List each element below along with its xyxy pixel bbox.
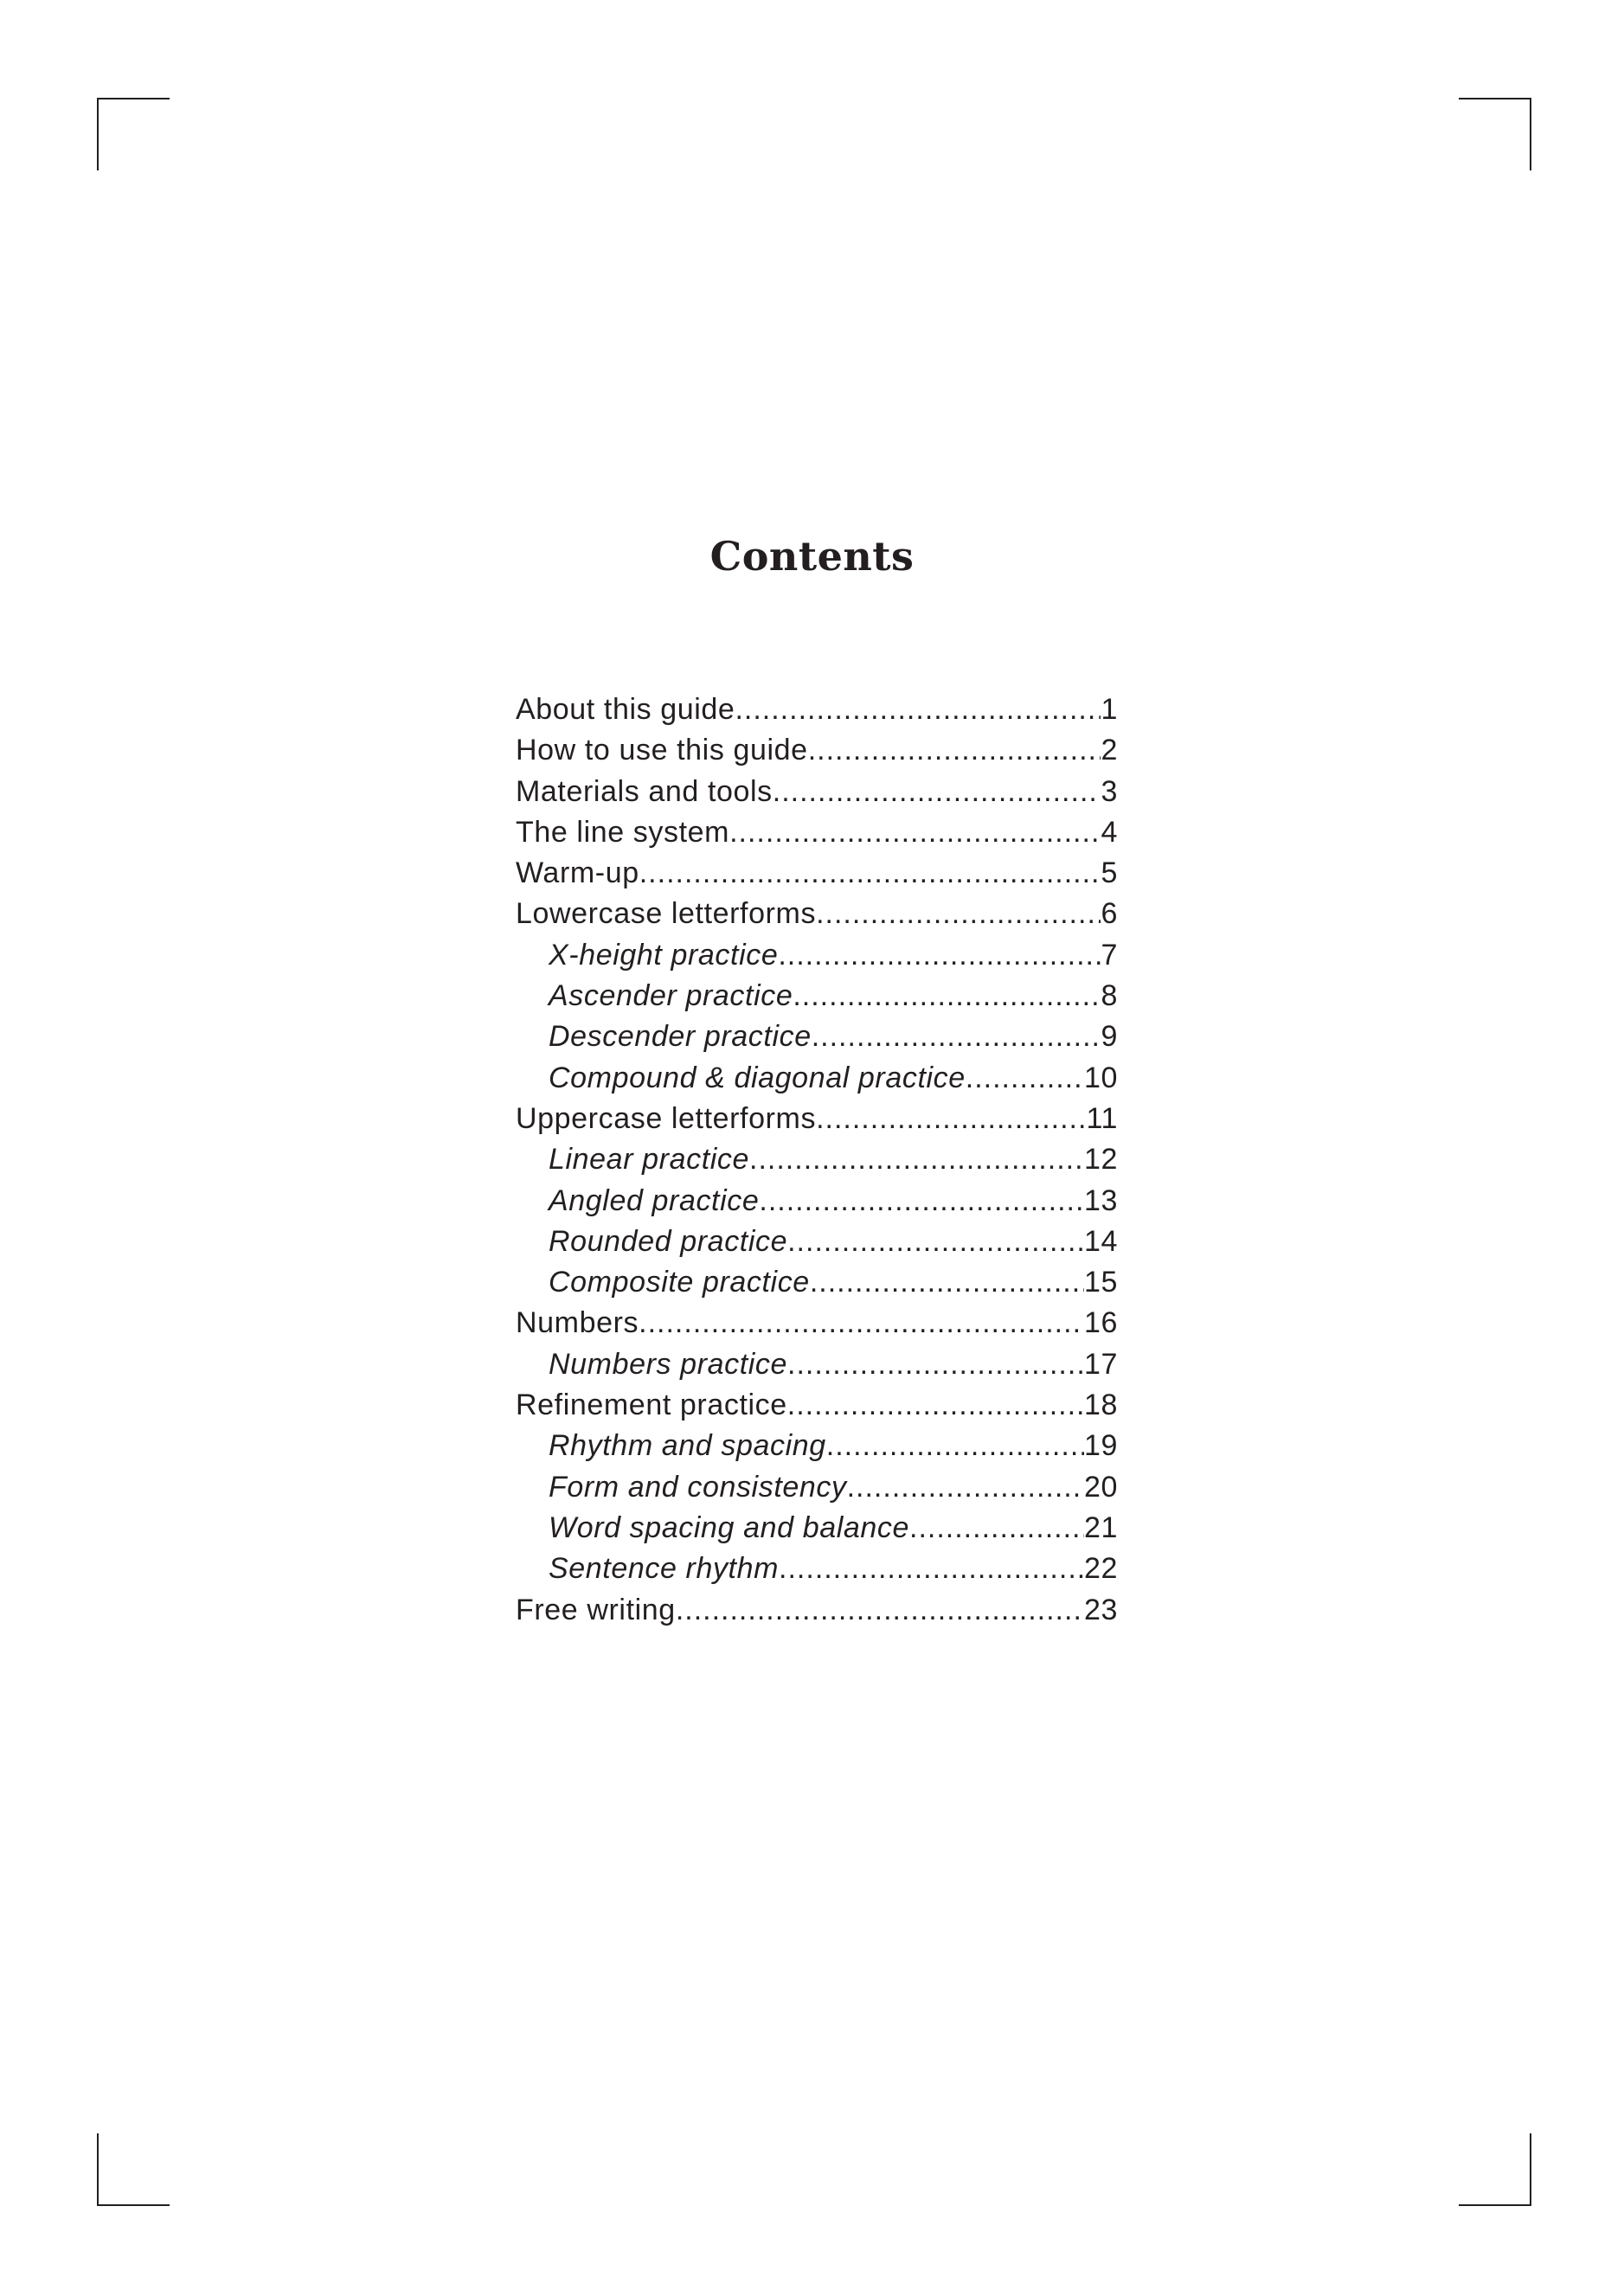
toc-dot-leader (773, 772, 1101, 812)
toc-dot-leader (808, 730, 1101, 771)
toc-entry-label: Linear practice (549, 1143, 750, 1177)
toc-entry-label: Compound & diagonal practice (549, 1061, 966, 1094)
toc-dot-leader (729, 812, 1101, 853)
toc-page-number: 6 (1101, 897, 1118, 931)
toc-dot-leader (793, 976, 1101, 1017)
toc-page-number: 21 (1083, 1510, 1118, 1544)
toc-entry-label: X-height practice (549, 938, 779, 972)
toc-entry-label: Warm-up (516, 856, 639, 890)
toc-dot-leader (826, 1426, 1084, 1466)
toc-entry-label: Refinement practice (516, 1389, 787, 1422)
crop-mark-bottom-right (1459, 2133, 1531, 2206)
toc-page-number: 18 (1083, 1389, 1118, 1422)
toc-page-number: 5 (1101, 856, 1118, 890)
toc-page-number: 23 (1083, 1593, 1118, 1626)
toc-subentry[interactable] (516, 1467, 1118, 1508)
toc-dot-leader (759, 1181, 1084, 1222)
toc-entry-label: Free writing (516, 1593, 676, 1626)
toc-dot-leader (812, 1017, 1101, 1057)
toc-subentry[interactable] (516, 976, 1118, 1017)
toc-entry[interactable] (516, 1385, 1118, 1426)
toc-dot-leader (787, 1385, 1084, 1426)
toc-subentry[interactable] (516, 1344, 1118, 1385)
toc-entry-label: Angled practice (549, 1183, 760, 1217)
toc-dot-leader (639, 853, 1101, 894)
toc-entry-label: Form and consistency (549, 1470, 847, 1504)
toc-dot-leader (778, 935, 1101, 976)
toc-entry-label: Descender practice (549, 1020, 812, 1054)
toc-page-number: 4 (1101, 815, 1118, 849)
toc-subentry[interactable] (516, 1222, 1118, 1262)
toc-entry[interactable] (516, 772, 1118, 812)
toc-dot-leader (735, 689, 1101, 730)
toc-page-number: 20 (1083, 1470, 1118, 1504)
toc-dot-leader (676, 1590, 1084, 1631)
toc-subentry[interactable] (516, 1426, 1118, 1466)
toc-subentry[interactable] (516, 1549, 1118, 1589)
page-title: Contents (709, 533, 915, 580)
toc-page-number: 12 (1083, 1143, 1118, 1177)
toc-page-number: 3 (1101, 774, 1118, 808)
toc-subentry[interactable] (516, 1508, 1118, 1549)
toc-entry-label: About this guide (516, 693, 735, 726)
toc-dot-leader (787, 1222, 1084, 1262)
toc-entry[interactable] (516, 1099, 1118, 1139)
toc-page-number: 19 (1083, 1429, 1118, 1463)
toc-page-number: 16 (1083, 1306, 1118, 1340)
toc-entry[interactable] (516, 730, 1118, 771)
toc-entry-label: Ascender practice (549, 979, 793, 1013)
toc-dot-leader (816, 894, 1101, 934)
toc-subentry[interactable] (516, 1262, 1118, 1303)
toc-dot-leader (810, 1262, 1084, 1303)
toc-dot-leader (909, 1508, 1084, 1549)
crop-mark-top-right (1459, 98, 1531, 170)
crop-mark-top-left (97, 98, 170, 170)
toc-dot-leader (816, 1099, 1086, 1139)
toc-subentry[interactable] (516, 935, 1118, 976)
toc-page-number: 13 (1083, 1183, 1118, 1217)
toc-entry[interactable] (516, 812, 1118, 853)
toc-dot-leader (966, 1058, 1084, 1099)
toc-entry-label: Rounded practice (549, 1224, 788, 1258)
toc-subentry[interactable] (516, 1181, 1118, 1222)
toc-entry[interactable] (516, 689, 1118, 730)
toc-page-number: 17 (1083, 1347, 1118, 1381)
toc-dot-leader (787, 1344, 1084, 1385)
toc-entry-label: Materials and tools (516, 774, 773, 808)
toc-dot-leader (779, 1549, 1084, 1589)
toc-subentry[interactable] (516, 1017, 1118, 1057)
table-of-contents (516, 689, 1118, 1631)
toc-entry-label: How to use this guide (516, 734, 808, 767)
toc-entry[interactable] (516, 853, 1118, 894)
toc-dot-leader (847, 1467, 1084, 1508)
toc-page-number: 8 (1101, 979, 1118, 1013)
toc-entry[interactable] (516, 1303, 1118, 1344)
toc-page-number: 11 (1086, 1101, 1118, 1135)
toc-entry-label: The line system (516, 815, 730, 849)
toc-page-number: 14 (1083, 1224, 1118, 1258)
toc-dot-leader (749, 1139, 1084, 1180)
toc-dot-leader (639, 1303, 1084, 1344)
toc-subentry[interactable] (516, 1139, 1118, 1180)
toc-page-number: 22 (1083, 1552, 1118, 1586)
toc-subentry[interactable] (516, 1058, 1118, 1099)
toc-entry-label: Rhythm and spacing (549, 1429, 826, 1463)
toc-page-number: 1 (1101, 693, 1118, 726)
toc-entry-label: Composite practice (549, 1266, 810, 1299)
toc-entry[interactable] (516, 1590, 1118, 1631)
toc-entry-label: Uppercase letterforms (516, 1101, 817, 1135)
toc-page-number: 10 (1083, 1061, 1118, 1094)
crop-mark-bottom-left (97, 2133, 170, 2206)
toc-entry-label: Sentence rhythm (549, 1552, 780, 1586)
toc-page-number: 9 (1101, 1020, 1118, 1054)
toc-entry[interactable] (516, 894, 1118, 934)
toc-entry-label: Numbers practice (549, 1347, 788, 1381)
toc-page-number: 15 (1083, 1266, 1118, 1299)
toc-page-number: 7 (1101, 938, 1118, 972)
toc-page-number: 2 (1101, 734, 1118, 767)
toc-entry-label: Numbers (516, 1306, 639, 1340)
toc-entry-label: Lowercase letterforms (516, 897, 817, 931)
toc-entry-label: Word spacing and balance (549, 1510, 909, 1544)
